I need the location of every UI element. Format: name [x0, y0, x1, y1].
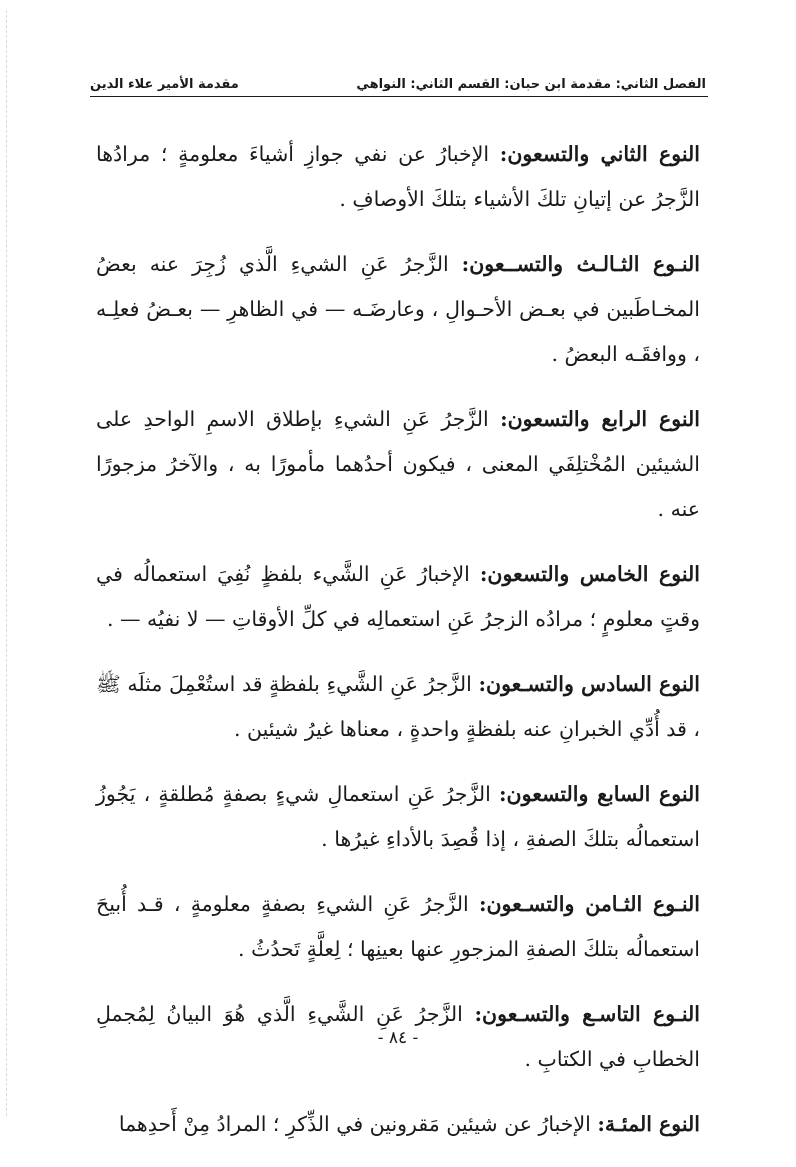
paragraph-95	[96, 552, 700, 642]
paragraph-98	[96, 882, 700, 972]
paragraph-text: الزَّجرُ عَنِ الشيءِ بإطلاق الاسمِ الواحدِ على الشيئين المُخْتلِفَي المعنى ، فيكون أحدُهما مأمورًا به ، والآخرُ مزجورًا عنه .	[96, 407, 700, 521]
chapter-title: الفصل الثاني: مقدمة ابن حبان: القسم الثاني: النواهي	[356, 77, 706, 92]
paragraph-text: الزَّجرُ عَنِ استعمالِ شيءٍ بصفةٍ مُطلقةٍ ، يَجُوزُ استعمالُه بتلكَ الصفةِ ، إذا قُصِدَ بالأداءِ غيرُها .	[96, 782, 700, 851]
paragraph-97	[96, 772, 700, 862]
paragraph-text: الزَّجرُ عَنِ الشَّيءِ الَّذي هُوَ البيانُ لِمُجملِ الخطابِ في الكتابِ .	[96, 1002, 700, 1071]
paragraph-heading: النوع السابع والتسعون:	[498, 782, 700, 806]
paragraph-heading: النوع الثاني والتسعون:	[499, 142, 700, 166]
paragraph-heading: النوع السادس والتسـعون:	[478, 672, 700, 696]
book-title: مقدمة الأمير علاء الدين	[90, 77, 239, 92]
paragraph-100	[96, 1102, 700, 1147]
paragraph-heading: النوع الخامس والتسعون:	[479, 562, 700, 586]
running-header	[90, 66, 706, 92]
paragraph-94	[96, 397, 700, 532]
paragraph-text: الإخبارُ عَنِ الشَّيء بلفظٍ نُفِيَ استعمالُه في وقتٍ معلومٍ ؛ مرادُه الزجرُ عَنِ استعمالِه في كلِّ الأوقاتِ — لا نفيُه — .	[96, 562, 700, 631]
paragraph-93	[96, 242, 700, 377]
paragraph-heading: النـوع الثـامن والتسـعون:	[478, 892, 700, 916]
paragraph-text: الإخبارُ عن نفي جوازِ أشياءَ معلومةٍ ؛ مرادُها الزَّجرُ عن إتيانِ تلكَ الأشياء بتلكَ الأوصافِ .	[96, 142, 700, 211]
page-number: - ٨٤ -	[377, 1028, 419, 1048]
paragraph-heading: النـوع الثـالـث والتســعون:	[461, 252, 700, 276]
header-divider	[90, 96, 708, 97]
paragraph-92	[96, 132, 700, 222]
paragraph-text: الزَّجرُ عَنِ الشيءِ بصفةٍ معلومةٍ ، قـد أُبيحَ استعمالُه بتلكَ الصفةِ المزجورِ عنها بعينِها ؛ لِعلَّةٍ تَحدُثُ .	[96, 892, 700, 961]
scan-margin-line	[6, 10, 7, 1116]
paragraph-heading: النوع الرابع والتسعون:	[500, 407, 700, 431]
paragraph-96	[96, 662, 700, 752]
paragraph-text: الزَّجرُ عَنِ الشَّيءِ بلفظةٍ قد استُعْمِلَ مثلَه ﷺ ، قد أُدِّي الخبرانِ عنه بلفظةٍ واحدةٍ ، معناها غيرُ شيئين .	[96, 672, 700, 741]
main-text	[96, 132, 700, 1167]
paragraph-heading: النـوع التاسـع والتسـعون:	[474, 1002, 700, 1026]
paragraph-text: الإخبارُ عن شيئين مَقرونين في الذِّكرِ ؛ المرادُ مِنْ أَحدِهما	[118, 1112, 598, 1136]
paragraph-heading: النوع المئـة:	[597, 1112, 700, 1136]
paragraph-text: الزَّجرُ عَنِ الشيءِ الَّذي زُجِرَ عنه بعضُ المخـاطَبين في بعـض الأحـوالِ ، وعارضَـه — في الظاهرِ — بعـضُ فعلِـه ، ووافقَـه البعضُ .	[96, 252, 700, 366]
